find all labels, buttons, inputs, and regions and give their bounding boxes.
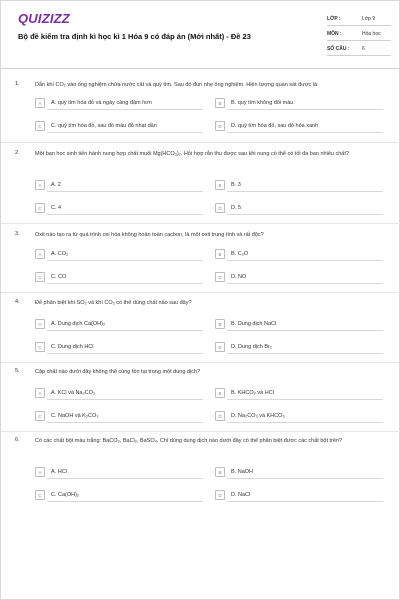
question-divider	[1, 142, 400, 143]
option-letter-box: B	[215, 249, 225, 259]
q1-option-d[interactable]	[215, 121, 383, 132]
page-title: Bộ đề kiểm tra định kì học kì 1 Hóa 9 có đáp án (Mới nhất) - Đề 23	[18, 32, 251, 41]
option-text: C. Ca(OH)₂	[51, 491, 80, 498]
option-text: A. quỳ tím hóa đỏ và ngày càng đậm hơn	[51, 99, 152, 106]
option-underline	[227, 260, 383, 261]
q4-option-d[interactable]	[215, 342, 383, 353]
option-letter-box: D	[215, 342, 225, 352]
q1-option-c[interactable]	[35, 121, 203, 132]
question-text: Để phân biệt khí SO₂ và khí CO₂ có thể dùng chất nào sau đây?	[35, 300, 192, 306]
option-text: B. 3	[231, 181, 241, 188]
question-number: 3.	[15, 231, 20, 237]
option-text: B. quỳ tím không đổi màu	[231, 99, 294, 106]
q3-option-d[interactable]	[215, 272, 383, 283]
q6-option-d[interactable]	[215, 490, 383, 501]
option-text: A. HCl	[51, 468, 67, 475]
q3-option-c[interactable]	[35, 272, 203, 283]
option-underline	[227, 478, 383, 479]
option-letter-box: D	[215, 411, 225, 421]
option-letter-box: D	[215, 121, 225, 131]
question-text: Một bạn học sinh tiến hành nung hợp chất muối Mg(HCO₃)₂. Hỏi hợp rắn thu được sau khi nung có thể có tối đa bao nhiêu chất?	[35, 151, 349, 157]
option-text: C. Dung dịch HCl	[51, 343, 94, 350]
meta-count-value: 6	[362, 46, 365, 52]
option-letter-box: D	[215, 272, 225, 282]
q2-option-b[interactable]	[215, 180, 383, 191]
option-letter-box: A	[35, 388, 45, 398]
option-text: B. C₂O	[231, 250, 249, 257]
question-number: 2.	[15, 150, 20, 156]
q4-option-c[interactable]	[35, 342, 203, 353]
option-letter-box: A	[35, 467, 45, 477]
q6-option-b[interactable]	[215, 467, 383, 478]
q2-option-c[interactable]	[35, 203, 203, 214]
question-number: 4.	[15, 299, 20, 305]
question-text: Có các chất bột màu trắng: BaCO₃, BaCl₂, BaSO₄. Chỉ dùng dung dịch nào dưới đây có thể phân biệt được các chất bột trên?	[35, 438, 343, 444]
option-underline	[47, 399, 203, 400]
option-letter-box: C	[35, 272, 45, 282]
q6-option-c[interactable]	[35, 490, 203, 501]
option-text: A. CO₂	[51, 250, 69, 257]
option-letter-box: D	[215, 490, 225, 500]
option-underline	[227, 132, 383, 133]
meta-subject-row	[327, 31, 391, 43]
option-underline	[47, 260, 203, 261]
meta-subject-underline	[327, 40, 391, 41]
option-text: A. KCl và Na₂CO₃	[51, 389, 96, 396]
option-underline	[47, 214, 203, 215]
meta-count-underline	[327, 55, 391, 56]
option-text: A. 2	[51, 181, 61, 188]
option-letter-box: A	[35, 98, 45, 108]
option-underline	[47, 501, 203, 502]
q5-option-d[interactable]	[215, 411, 383, 422]
option-letter-box: B	[215, 388, 225, 398]
option-letter-box: C	[35, 411, 45, 421]
option-underline	[47, 353, 203, 354]
option-underline	[227, 399, 383, 400]
q4-option-a[interactable]	[35, 319, 203, 330]
q5-option-c[interactable]	[35, 411, 203, 422]
option-text: D. Na₂CO₃ và KHCO₃	[231, 412, 285, 419]
q6-option-a[interactable]	[35, 467, 203, 478]
question-number: 1.	[15, 81, 20, 87]
q4-option-b[interactable]	[215, 319, 383, 330]
option-text: D. 5	[231, 204, 242, 211]
option-underline	[227, 422, 383, 423]
q1-option-b[interactable]	[215, 98, 383, 109]
option-text: B. NaOH	[231, 468, 254, 475]
q5-option-b[interactable]	[215, 388, 383, 399]
option-underline	[227, 501, 383, 502]
meta-class-value: Lớp 9	[362, 16, 376, 22]
option-text: D. Dung dịch Br₂	[231, 343, 272, 350]
option-underline	[47, 283, 203, 284]
option-underline	[47, 330, 203, 331]
option-underline	[227, 283, 383, 284]
worksheet-header	[1, 1, 400, 69]
option-underline	[47, 132, 203, 133]
q3-option-b[interactable]	[215, 249, 383, 260]
quizizz-logo: QUIZIZZ	[18, 11, 70, 26]
question-text: Oxit nào tạo ra từ quá trình oxi hóa không hoàn toàn cacbon, là một oxit trung tính và rất độc?	[35, 232, 264, 238]
option-underline	[227, 109, 383, 110]
q5-option-a[interactable]	[35, 388, 203, 399]
option-letter-box: C	[35, 342, 45, 352]
option-underline	[47, 109, 203, 110]
question-number: 5.	[15, 368, 20, 374]
option-underline	[47, 191, 203, 192]
header-divider	[1, 68, 400, 69]
option-underline	[227, 214, 383, 215]
option-text: C. quỳ tím hóa đỏ, sau đó màu đỏ nhạt dần	[51, 122, 157, 129]
meta-class-row	[327, 16, 391, 28]
question-divider	[1, 223, 400, 224]
q2-option-a[interactable]	[35, 180, 203, 191]
option-letter-box: B	[215, 180, 225, 190]
meta-subject-label: MÔN :	[327, 31, 342, 37]
meta-subject-value: Hóa học	[362, 31, 381, 37]
meta-count-row	[327, 46, 391, 58]
option-text: B. Dung dịch NaCl	[231, 320, 277, 327]
question-divider	[1, 292, 400, 293]
q1-option-a[interactable]	[35, 98, 203, 109]
option-underline	[47, 478, 203, 479]
q2-option-d[interactable]	[215, 203, 383, 214]
meta-count-label: SỐ CÂU :	[327, 46, 350, 52]
question-number: 6.	[15, 437, 20, 443]
q3-option-a[interactable]	[35, 249, 203, 260]
option-letter-box: B	[215, 319, 225, 329]
option-text: B. KHCO₃ và HCl	[231, 389, 274, 396]
question-text: Dẫn khí CO₂ vào ống nghiệm chứa nước cất và quỳ tím. Sau đó đun nhẹ ống nghiệm. Hiện tượng quan sát được là:	[35, 82, 319, 88]
question-divider	[1, 431, 400, 432]
option-text: C. 4	[51, 204, 62, 211]
option-underline	[227, 353, 383, 354]
option-letter-box: D	[215, 203, 225, 213]
option-text: D. NaCl	[231, 491, 251, 498]
option-underline	[47, 422, 203, 423]
option-text: D. quỳ tím hóa đỏ, sau đó hóa xanh	[231, 122, 319, 129]
option-letter-box: C	[35, 121, 45, 131]
option-underline	[227, 330, 383, 331]
option-letter-box: A	[35, 249, 45, 259]
meta-class-label: LỚP :	[327, 16, 341, 22]
option-underline	[227, 191, 383, 192]
option-text: A. Dung dịch Ca(OH)₂	[51, 320, 106, 327]
option-text: C. NaOH và K₂CO₃	[51, 412, 99, 419]
option-letter-box: B	[215, 467, 225, 477]
option-letter-box: B	[215, 98, 225, 108]
option-text: C. CO	[51, 273, 67, 280]
option-letter-box: A	[35, 319, 45, 329]
option-letter-box: A	[35, 180, 45, 190]
question-text: Cặp chất nào dưới đây không thể cùng tồn tại trong một dung dịch?	[35, 369, 201, 375]
meta-class-underline	[327, 25, 391, 26]
question-divider	[1, 362, 400, 363]
option-text: D. NO	[231, 273, 247, 280]
option-letter-box: C	[35, 203, 45, 213]
option-letter-box: C	[35, 490, 45, 500]
